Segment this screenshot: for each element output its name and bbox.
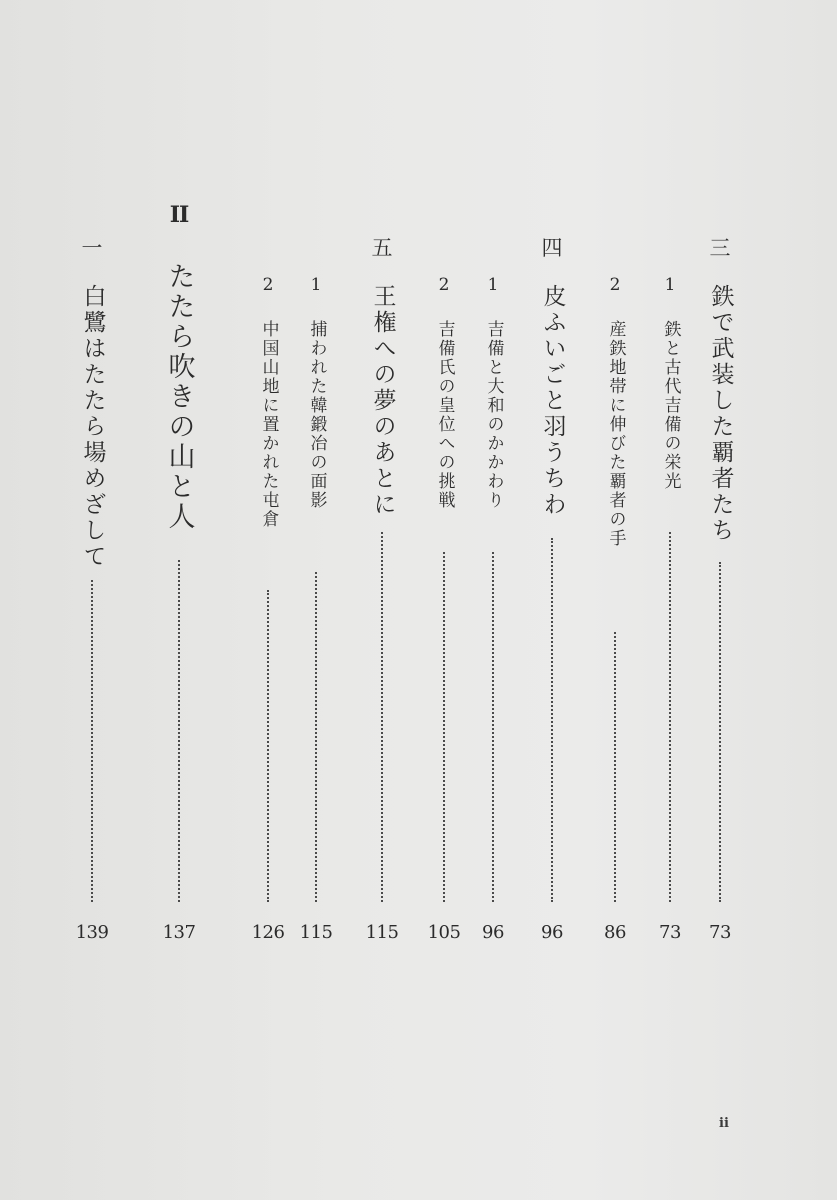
section-number: 1 — [487, 275, 499, 295]
section-title: 中国山地に置かれた屯倉 — [258, 320, 279, 529]
section-number: 1 — [664, 275, 676, 295]
part-title: たたら吹きの山と人 — [163, 262, 195, 532]
section-title: 鉄と古代吉備の栄光 — [660, 320, 681, 491]
page-number: 96 — [482, 922, 504, 943]
page-folio: ii — [719, 1116, 729, 1131]
page-number: 126 — [251, 922, 285, 943]
toc-entry-chapter — [532, 0, 572, 1200]
dot-leader — [267, 590, 269, 902]
chapter-title: 白鷺はたたら場めざして — [79, 284, 106, 570]
toc-entry-section — [248, 0, 288, 1200]
dot-leader — [719, 562, 721, 902]
toc-entry-chapter — [72, 0, 112, 1200]
page-number: 73 — [659, 922, 681, 943]
page-number: 137 — [162, 922, 196, 943]
section-title: 産鉄地帯に伸びた覇者の手 — [605, 320, 626, 548]
toc-entry-section — [595, 0, 635, 1200]
dot-leader — [178, 560, 180, 902]
chapter-number: 一 — [81, 236, 103, 260]
part-number: II — [169, 202, 189, 228]
dot-leader — [91, 580, 93, 902]
toc-entry-part — [157, 0, 201, 1200]
section-number: 2 — [262, 275, 274, 295]
section-number: 1 — [310, 275, 322, 295]
page-number: 73 — [709, 922, 731, 943]
dot-leader — [551, 538, 553, 902]
section-title: 吉備氏の皇位への挑戦 — [434, 320, 455, 510]
page-number: 86 — [604, 922, 626, 943]
page-number: 115 — [299, 922, 333, 943]
toc-entry-section — [424, 0, 464, 1200]
page-number: 96 — [541, 922, 563, 943]
chapter-number: 四 — [541, 236, 563, 260]
page-number: 105 — [427, 922, 461, 943]
dot-leader — [315, 572, 317, 902]
toc-entry-chapter — [700, 0, 740, 1200]
section-number: 2 — [609, 275, 621, 295]
toc-entry-section — [473, 0, 513, 1200]
section-title: 捕われた韓鍛冶の面影 — [306, 320, 327, 510]
dot-leader — [381, 532, 383, 902]
dot-leader — [669, 532, 671, 902]
chapter-title: 鉄で武装した覇者たち — [707, 284, 734, 544]
toc-entry-chapter — [362, 0, 402, 1200]
toc-entry-section — [650, 0, 690, 1200]
page-number: 139 — [75, 922, 109, 943]
chapter-number: 三 — [709, 236, 731, 260]
chapter-title: 王権への夢のあとに — [369, 284, 396, 518]
dot-leader — [614, 632, 616, 902]
dot-leader — [492, 552, 494, 902]
toc-entry-section — [296, 0, 336, 1200]
section-title: 吉備と大和のかかわり — [483, 320, 504, 510]
chapter-title: 皮ふいごと羽うちわ — [539, 284, 566, 518]
dot-leader — [443, 552, 445, 902]
page-number: 115 — [365, 922, 399, 943]
section-number: 2 — [438, 275, 450, 295]
chapter-number: 五 — [371, 236, 393, 260]
